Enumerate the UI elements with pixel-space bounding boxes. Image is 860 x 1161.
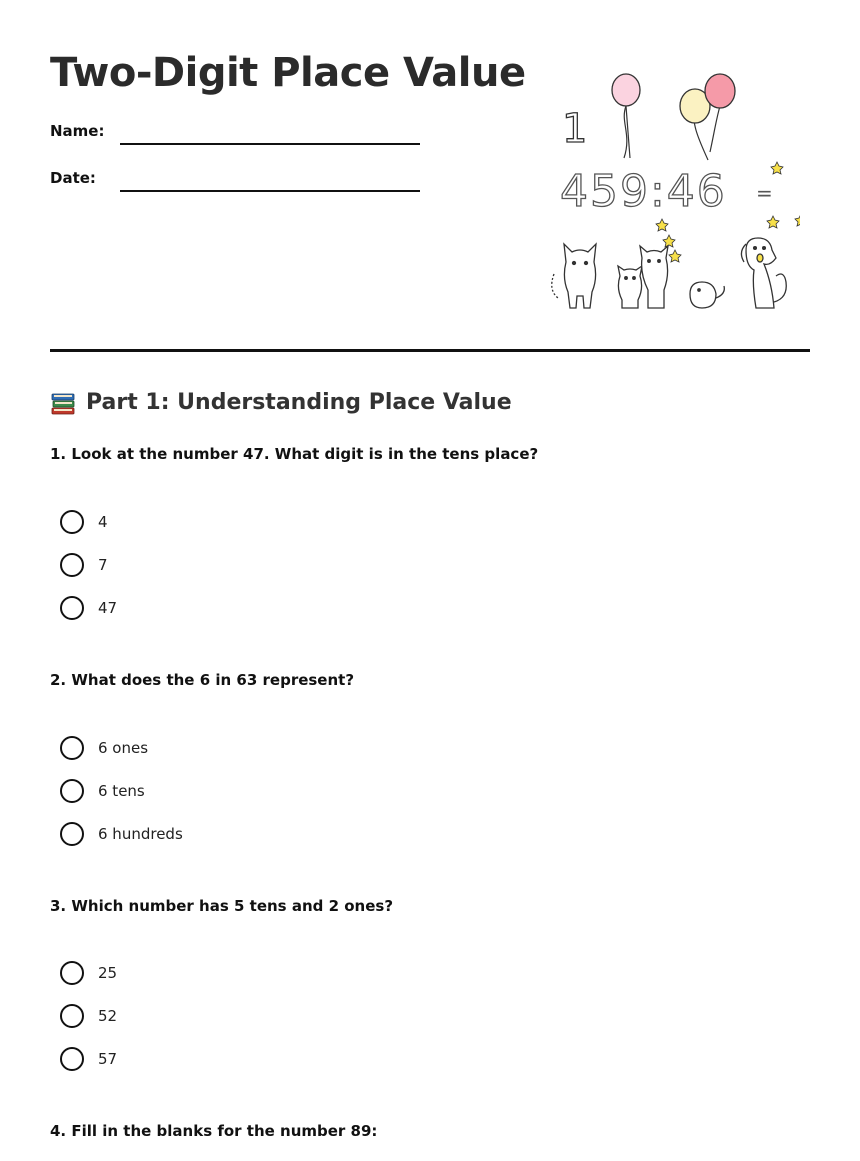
- question-2-option-a[interactable]: [60, 726, 183, 769]
- illustration-digit-one: 1: [562, 106, 588, 152]
- option-label: 6 hundreds: [98, 824, 183, 843]
- question-3-options: [60, 951, 117, 1080]
- question-1-option-b[interactable]: [60, 543, 117, 586]
- option-label: 47: [98, 598, 118, 617]
- dog-illustration: [741, 238, 786, 308]
- radio-button[interactable]: [60, 510, 84, 534]
- question-3-prompt: 3. Which number has 5 tens and 2 ones?: [50, 897, 394, 915]
- name-input-line[interactable]: [120, 143, 420, 145]
- option-label: 6 ones: [98, 738, 149, 757]
- part1-heading: [50, 388, 512, 416]
- option-label: 25: [98, 963, 118, 982]
- option-label: 57: [98, 1049, 118, 1068]
- option-label: 52: [98, 1006, 118, 1025]
- radio-button[interactable]: [60, 961, 84, 985]
- radio-button[interactable]: [60, 596, 84, 620]
- page-title: Two-Digit Place Value: [50, 50, 526, 96]
- option-label: 6 tens: [98, 781, 145, 800]
- cats-illustration: [552, 244, 725, 308]
- question-1-option-c[interactable]: [60, 586, 117, 629]
- question-2-options: [60, 726, 183, 855]
- question-4-prompt: 4. Fill in the blanks for the number 89:: [50, 1122, 378, 1140]
- radio-button[interactable]: [60, 779, 84, 803]
- question-3-option-b[interactable]: [60, 994, 117, 1037]
- date-label: Date:: [50, 169, 96, 187]
- part1-heading-text: Part 1: Understanding Place Value: [86, 389, 512, 415]
- header-illustration: [550, 62, 800, 318]
- question-3-option-a[interactable]: [60, 951, 117, 994]
- date-field: [50, 169, 96, 187]
- question-1-option-a[interactable]: [60, 500, 117, 543]
- illustration-equals: =: [756, 181, 773, 205]
- illustration-number: 459:46: [560, 166, 727, 217]
- option-label: 4: [98, 512, 108, 531]
- option-label: 7: [98, 555, 108, 574]
- name-label: Name:: [50, 122, 105, 140]
- name-field: [50, 122, 104, 140]
- balloons-illustration: [612, 74, 735, 160]
- worksheet-header: [50, 0, 810, 352]
- radio-button[interactable]: [60, 1047, 84, 1071]
- question-2-option-b[interactable]: [60, 769, 183, 812]
- radio-button[interactable]: [60, 1004, 84, 1028]
- question-2-option-c[interactable]: [60, 812, 183, 855]
- question-1-options: [60, 500, 117, 629]
- date-input-line[interactable]: [120, 190, 420, 192]
- question-1-prompt: 1. Look at the number 47. What digit is in the tens place?: [50, 445, 539, 463]
- radio-button[interactable]: [60, 553, 84, 577]
- question-3-option-c[interactable]: [60, 1037, 117, 1080]
- radio-button[interactable]: [60, 822, 84, 846]
- radio-button[interactable]: [60, 736, 84, 760]
- books-icon: [50, 388, 76, 416]
- question-2-prompt: 2. What does the 6 in 63 represent?: [50, 671, 355, 689]
